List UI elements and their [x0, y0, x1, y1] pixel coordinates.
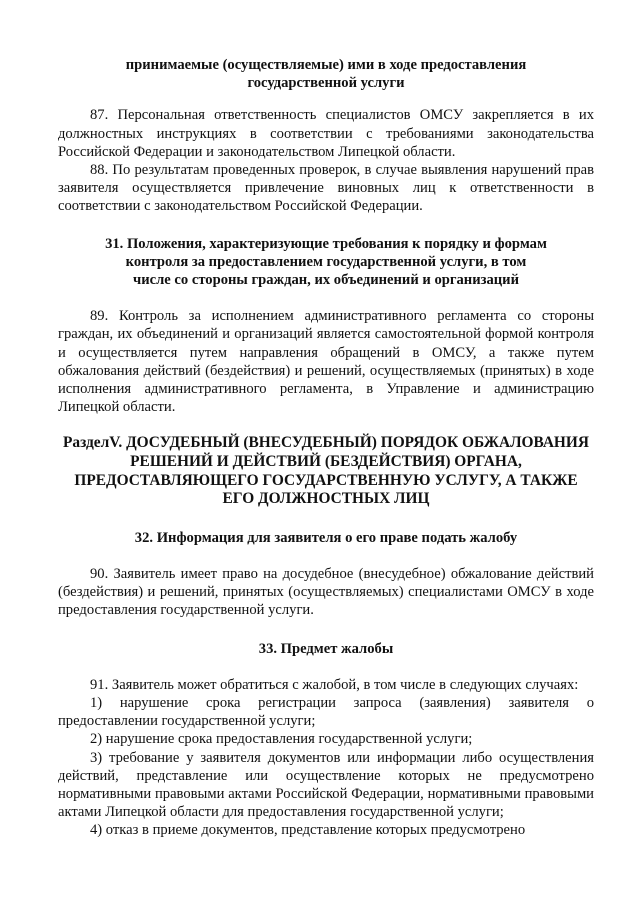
section-heading-continued: [58, 56, 594, 92]
paragraph-88: 88. По результатам проведенных проверок, в случае выявления нарушений прав заявителя осуществляется привлечение виновных лиц к ответственности в соответствии с законодательством Российской Федерации.: [58, 162, 594, 215]
list-item-2: 2) нарушение срока предоставления государственной услуги;: [90, 731, 473, 748]
heading-line: РазделV. ДОСУДЕБНЫЙ (ВНЕСУДЕБНЫЙ) ПОРЯДОК ОБЖАЛОВАНИЯ: [62, 434, 589, 452]
heading-31: [58, 235, 594, 290]
paragraph-91: 91. Заявитель может обратиться с жалобой, в том числе в следующих случаях:: [90, 676, 579, 693]
heading-line: принимаемые (осуществляемые) ими в ходе предоставления: [125, 57, 527, 73]
paragraph-89: 89. Контроль за исполнением административного регламента со стороны граждан, их объединений и организаций является самостоятельной формой контроля и осуществляется путем направления обращений в ОМСУ, а также путем обжалования действий (бездействия) и решений, осуществляемых (принятых) в ходе исполнения административного регламента, в Управление и администрацию Липецкой области.: [58, 308, 594, 416]
list-item-4: 4) отказ в приеме документов, представление которых предусмотрено: [90, 822, 526, 839]
paragraph-90: 90. Заявитель имеет право на досудебное (внесудебное) обжалование действий (бездействия) и решений, принятых (осуществляемых) специалистами ОМСУ в ходе предоставления государственной услуги.: [58, 566, 594, 619]
list-item-3: 3) требование у заявителя документов или информации либо осуществления действий, представление или осуществление которых не предусмотрено нормативными правовыми актами Российской Федерации, нормативными правовыми актами Липецкой области для предоставления государственной услуги;: [58, 749, 594, 821]
heading-line: контроля за предоставлением государственной услуги, в том: [125, 253, 527, 270]
document-page: [58, 56, 594, 840]
section-5-title: [58, 434, 594, 508]
heading-line: числе со стороны граждан, их объединений и организаций: [132, 272, 519, 289]
heading-line: РЕШЕНИЙ И ДЕЙСТВИЙ (БЕЗДЕЙСТВИЯ) ОРГАНА,: [130, 453, 522, 471]
heading-33: 33. Предмет жалобы: [258, 640, 394, 657]
heading-line: ЕГО ДОЛЖНОСТНЫХ ЛИЦ: [222, 490, 430, 508]
paragraph-87: 87. Персональная ответственность специалистов ОМСУ закрепляется в их должностных инструкциях в соответствии с требованиями законодательства Российской Федерации и законодательством Липецкой области.: [58, 107, 594, 160]
list-item-1: 1) нарушение срока регистрации запроса (заявления) заявителя о предоставлении государственной услуги;: [58, 695, 594, 730]
heading-line: 31. Положения, характеризующие требования к порядку и формам: [105, 235, 547, 252]
heading-line: ПРЕДОСТАВЛЯЮЩЕГО ГОСУДАРСТВЕННУЮ УСЛУГУ, А ТАКЖЕ: [74, 471, 578, 489]
heading-line: государственной услуги: [247, 75, 405, 92]
heading-32: 32. Информация для заявителя о его праве подать жалобу: [134, 529, 518, 546]
